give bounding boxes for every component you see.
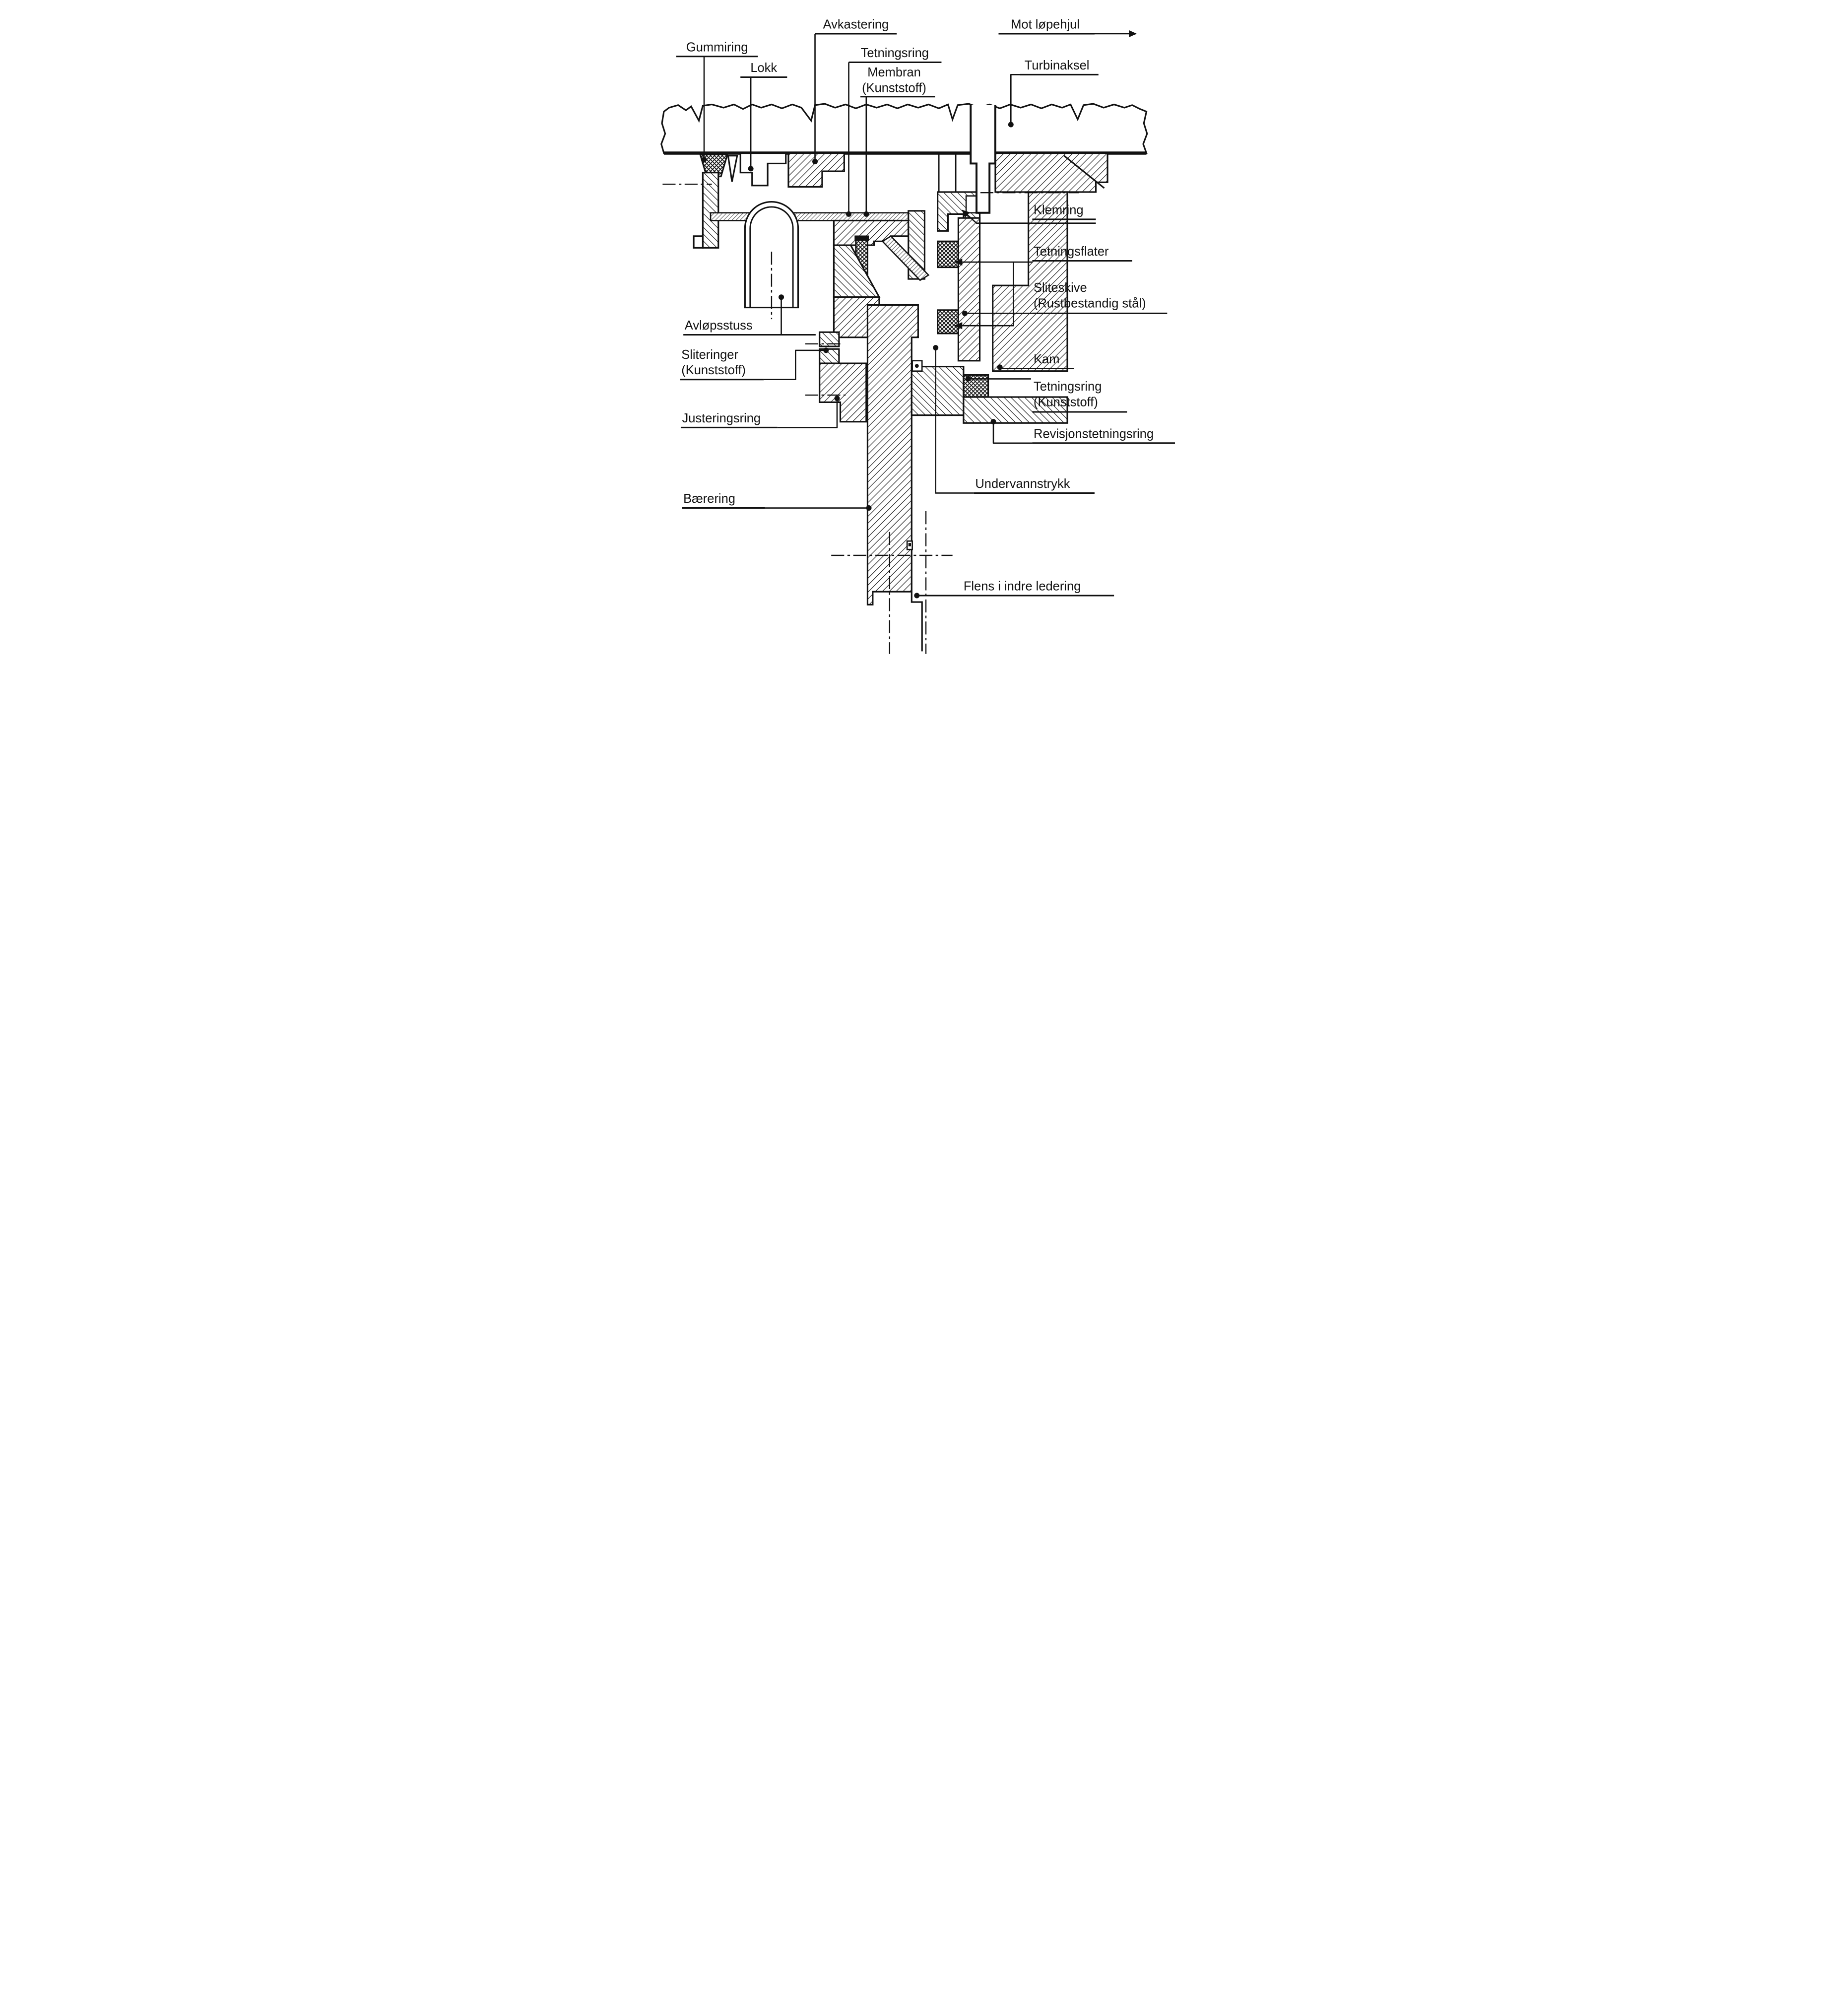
tetningsflate-upper-part xyxy=(938,241,959,267)
leader-dot-lokk xyxy=(748,166,754,171)
lopehjul-hub-part xyxy=(995,153,1107,192)
label-membran-line-0: Membran xyxy=(867,66,921,80)
label-membran-line-1: (Kunststoff) xyxy=(862,81,926,95)
tetningsflate-lower-part xyxy=(938,310,959,334)
label-revisjonstetningsring xyxy=(1034,427,1154,441)
label-lokk-line-0: Lokk xyxy=(750,61,778,75)
leader-dot-justeringsring xyxy=(834,396,840,401)
label-tetningsring-topp-line-0: Tetningsring xyxy=(860,46,929,61)
label-mot-lopehjul-line-0: Mot løpehjul xyxy=(1011,17,1080,32)
label-lokk xyxy=(750,61,777,75)
leader-dot-tetningsring-topp xyxy=(846,211,851,217)
label-avlopsstuss xyxy=(685,319,753,333)
leader-dot-tetningsring-kunststoff xyxy=(966,376,971,382)
leader-dot-baerering xyxy=(866,505,872,511)
label-baerering xyxy=(683,492,735,506)
cover-foot-part xyxy=(694,236,703,248)
turbinaksel-section xyxy=(661,104,1147,153)
label-tetningsring-topp xyxy=(861,46,929,60)
leader-dot-undervannstrykk xyxy=(933,345,938,350)
tetningsring-cap-top xyxy=(854,236,869,241)
baerering-part xyxy=(867,305,918,605)
label-sliteskive-line-0: Sliteskive xyxy=(1034,281,1087,295)
label-klemring-line-0: Klemring xyxy=(1034,203,1084,217)
label-avlopsstuss-line-0: Avløpsstuss xyxy=(684,319,753,333)
label-revisjonstetningsring-line-0: Revisjonstetningsring xyxy=(1034,427,1154,441)
leader-dot-turbinaksel xyxy=(1008,122,1014,127)
label-turbinaksel-line-0: Turbinaksel xyxy=(1024,58,1090,72)
label-sliteringer-line-0: Sliteringer xyxy=(681,347,738,362)
leader-dot-kam xyxy=(997,364,1003,370)
leader-dot-avlopsstuss xyxy=(779,294,784,300)
label-avkastering-line-0: Avkastering xyxy=(823,17,889,32)
label-sliteskive-line-1: (Rustbestandig stål) xyxy=(1034,296,1146,311)
label-tetningsring-kunststoff-line-1: (Kunststoff) xyxy=(1034,395,1098,409)
label-justeringsring xyxy=(682,411,761,425)
label-flens-i-indre-ledering-line-0: Flens i indre ledering xyxy=(963,579,1081,594)
label-tetningsring-kunststoff-line-0: Tetningsring xyxy=(1034,379,1102,394)
revisjonstetningsring-block xyxy=(911,367,964,415)
label-turbinaksel xyxy=(1025,59,1090,72)
label-kam-line-0: Kam xyxy=(1034,352,1060,367)
slitering-part-2 xyxy=(820,349,839,363)
label-avkastering xyxy=(823,18,889,32)
label-gummiring-line-0: Gummiring xyxy=(686,40,748,55)
label-sliteringer-line-1: (Kunststoff) xyxy=(681,363,746,378)
label-tetningsflater-line-0: Tetningsflater xyxy=(1034,245,1109,259)
label-mot-lopehjul xyxy=(1011,18,1080,32)
klemring-groove xyxy=(966,196,976,213)
membran-deck-part xyxy=(711,213,909,221)
sliteskive-part xyxy=(958,218,979,361)
baerering-key-dot xyxy=(909,543,911,546)
page xyxy=(613,0,1209,659)
leader-dot-revisjonstetningsring xyxy=(991,419,996,424)
technical-diagram xyxy=(613,0,1209,659)
leader-dot-avkastering xyxy=(812,159,818,164)
label-baerering-line-0: Bærering xyxy=(683,492,735,506)
leader-dot-sliteringer xyxy=(823,347,829,353)
label-kam xyxy=(1034,352,1059,366)
label-tetningsflater xyxy=(1034,245,1109,259)
label-flens-i-indre-ledering xyxy=(964,580,1081,594)
leader-dot-membran xyxy=(863,211,869,217)
leader-dot-gummiring xyxy=(702,157,707,162)
label-undervannstrykk-line-0: Undervannstrykk xyxy=(975,476,1070,491)
label-undervannstrykk xyxy=(975,477,1070,491)
label-gummiring xyxy=(686,40,748,54)
label-klemring xyxy=(1034,203,1084,217)
label-justeringsring-line-0: Justeringsring xyxy=(682,411,761,425)
leader-dot-flens-i-indre-ledering xyxy=(914,593,919,599)
leader-dot-sliteskive xyxy=(962,311,968,316)
revisjon-bolt-head xyxy=(915,364,919,368)
